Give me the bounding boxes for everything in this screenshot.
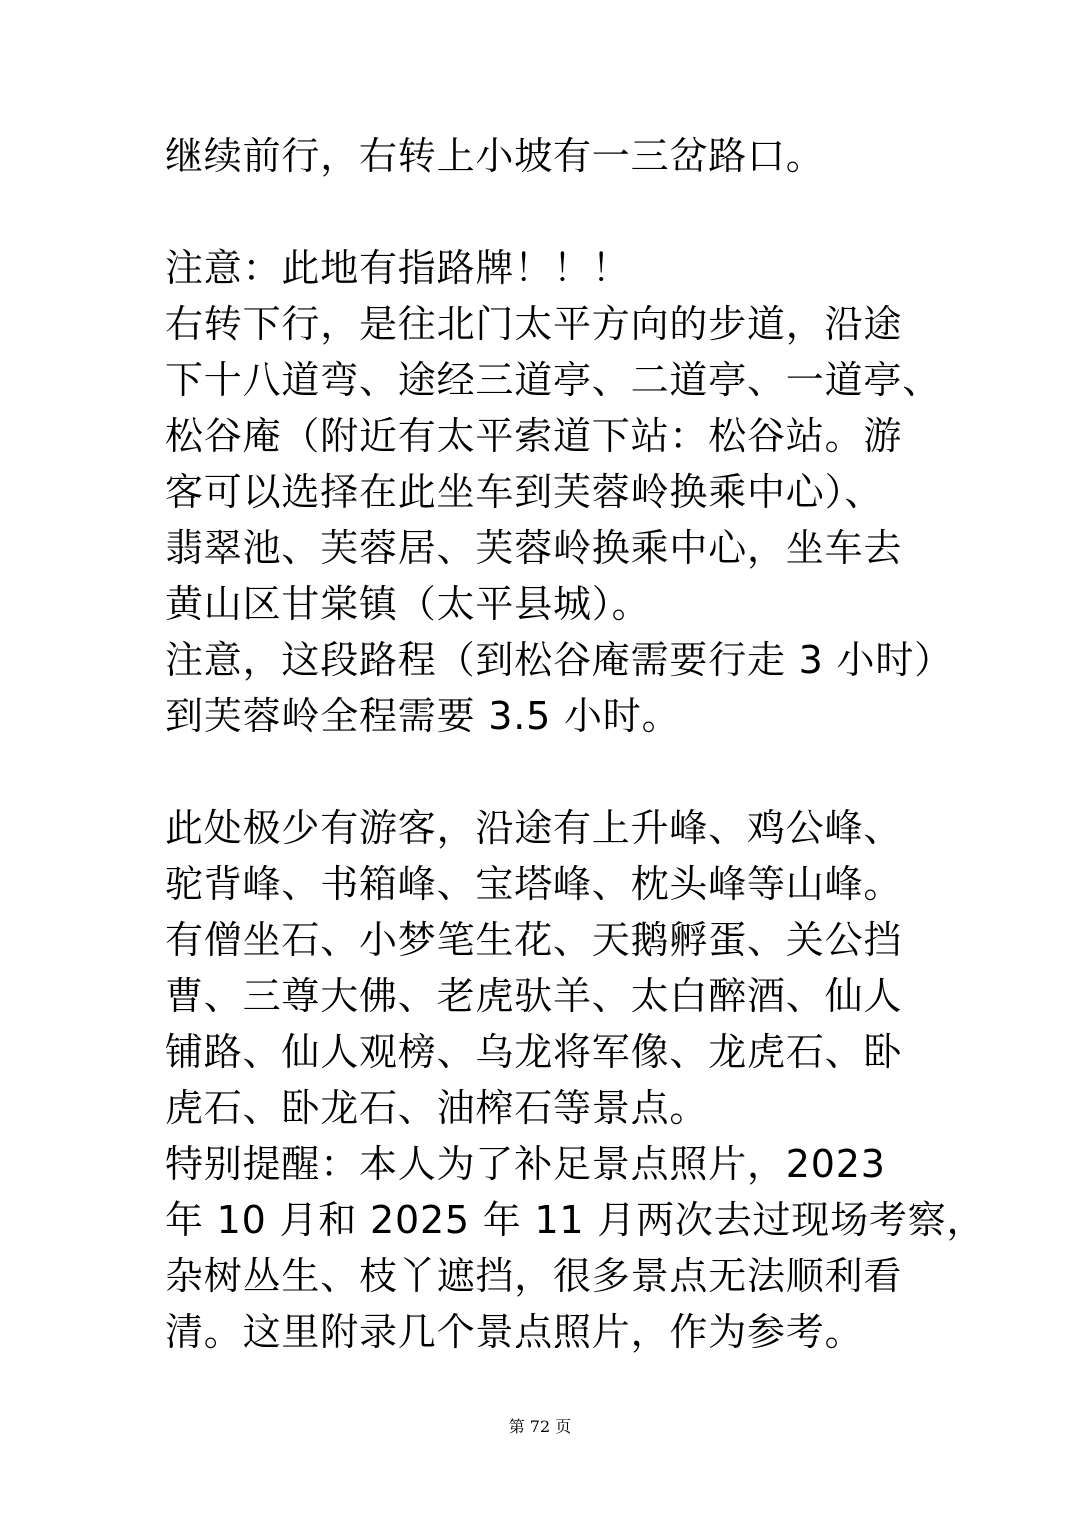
text-line: 翡翠池、芙蓉居、芙蓉岭换乘中心，坐车去	[165, 526, 903, 570]
text-line: 年 10 月和 2025 年 11 月两次去过现场考察，	[165, 1198, 986, 1242]
text-line: 注意，这段路程（到松谷庵需要行走 3 小时）	[165, 638, 953, 682]
text-line: 继续前行，右转上小坡有一三岔路口。	[165, 134, 825, 178]
text-line: 黄山区甘棠镇（太平县城）。	[165, 582, 651, 626]
paragraph-spacer	[165, 744, 917, 800]
text-line: 特别提醒：本人为了补足景点照片，2023	[165, 1142, 886, 1186]
text-line: 客可以选择在此坐车到芙蓉岭换乘中心）、	[165, 470, 884, 514]
text-line: 曹、三尊大佛、老虎驮羊、太白醉酒、仙人	[165, 974, 903, 1018]
text-line: 铺路、仙人观榜、乌龙将军像、龙虎石、卧	[165, 1030, 903, 1074]
text-line: 松谷庵（附近有太平索道下站：松谷站。游	[165, 414, 903, 458]
text-line: 有僧坐石、小梦笔生花、天鹅孵蛋、关公挡	[165, 918, 903, 962]
paragraph-spacer	[165, 184, 917, 240]
page-number: 第 72 页	[508, 1417, 572, 1436]
page-body	[165, 128, 986, 1360]
text-line: 驼背峰、书箱峰、宝塔峰、枕头峰等山峰。	[165, 862, 903, 906]
text-line: 此处极少有游客，沿途有上升峰、鸡公峰、	[165, 806, 903, 850]
text-line: 注意：此地有指路牌！！！	[165, 246, 631, 290]
text-line: 到芙蓉岭全程需要 3.5 小时。	[165, 694, 681, 738]
text-line: 右转下行，是往北门太平方向的步道，沿途	[165, 302, 903, 346]
text-line: 下十八道弯、途经三道亭、二道亭、一道亭、	[165, 358, 942, 402]
text-line: 杂树丛生、枝丫遮挡，很多景点无法顺利看	[165, 1254, 903, 1298]
text-line: 清。这里附录几个景点照片，作为参考。	[165, 1310, 864, 1354]
text-line: 虎石、卧龙石、油榨石等景点。	[165, 1086, 709, 1130]
